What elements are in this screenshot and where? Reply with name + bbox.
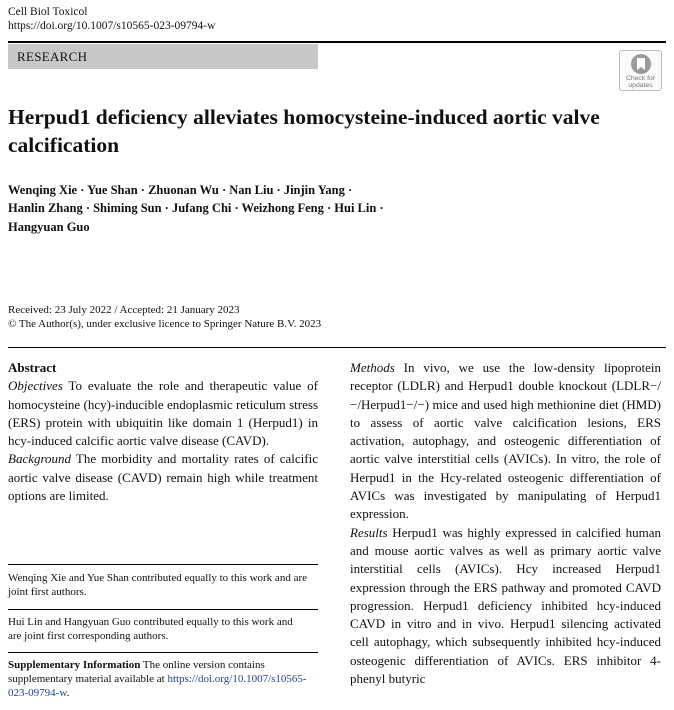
supplementary-text: The online version contains supplementary material available at [8, 659, 265, 686]
received-accepted-dates: Received: 23 July 2022 / Accepted: 21 January 2023 [8, 304, 240, 316]
author-list [8, 181, 508, 236]
abstract-methods [350, 359, 661, 524]
article-title: Herpud1 deficiency alleviates homocysteine-induced aortic valve calcification [8, 105, 600, 157]
abstract-background [8, 450, 318, 505]
check-for-updates-button[interactable] [619, 50, 662, 91]
abstract-objectives [8, 377, 318, 450]
background-text: The morbidity and mortality rates of calcific aortic valve disease (CAVD) remain high while treatment options are limited. [8, 451, 318, 504]
results-text: Herpud1 was highly expressed in calcified human and mouse aortic valves as well as primary aortic valve interstitial cells (AVICs). Hcy increased Herpud1 expression through the ERS pathway and promoted CAVD progression. Herpud1 deficiency inhibited hcy-induced CAVD in vitro and in vivo. Herpud1 silencing activated cell autophagy, which subsequently inhibited hcy-induced osteogenic differentiation of AVICs. ERS inhibitor 4-phenyl butyric [350, 524, 661, 687]
footnote-rule [8, 564, 318, 565]
author-line: Hangyuan Guo [8, 219, 90, 234]
copyright-notice: © The Author(s), under exclusive licence to Springer Nature B.V. 2023 [8, 318, 322, 330]
footnote-rule [8, 609, 318, 610]
objectives-text: To evaluate the role and therapeutic value of homocysteine (hcy)-inducible endoplasmic reticulum stress (ERS) protein with ubiquitin like domain 1 (Herpud1) in hcy-induced calcific aortic valve disease (CAVD). [8, 378, 318, 449]
supplementary-end: . [66, 687, 70, 700]
bookmark-icon [630, 53, 652, 75]
footnote-supplementary-information [8, 658, 308, 701]
section-rule [8, 347, 666, 348]
check-updates-line-2: updates [628, 82, 653, 89]
footnote-rule [8, 652, 318, 653]
background-label: Background [8, 451, 72, 467]
check-updates-line-1: Check for [625, 75, 656, 82]
header-rule [8, 41, 666, 43]
footnote-equal-first-authors: Wenqing Xie and Yue Shan contributed equally to this work and are joint first authors. [8, 572, 307, 599]
supplementary-link[interactable]: https://doi.org/10.1007/s10565-023-09794-w [8, 673, 307, 700]
section-label-text: RESEARCH [17, 48, 88, 64]
footnote-corresponding-authors: Hui Lin and Hangyuan Guo contributed equally to this work and are joint first corresponding authors. [8, 616, 293, 643]
abstract-heading: Abstract [8, 360, 57, 375]
abstract-results [350, 524, 661, 689]
author-line: Hanlin Zhang · Shiming Sun · Jufang Chi · Weizhong Feng · Hui Lin · [8, 201, 384, 216]
author-line: Wenqing Xie · Yue Shan · Zhuonan Wu · Nan Liu · Jinjin Yang · [8, 183, 353, 197]
supplementary-label: Supplementary Information [8, 659, 141, 671]
methods-label: Methods [350, 360, 395, 375]
objectives-label: Objectives [8, 378, 63, 394]
methods-text: In vivo, we use the low-density lipoprotein receptor (LDLR) and Herpud1 double knockout (LDLR−/−/Herpud1−/−) mice and used high methionine diet (HMD) to assess of aortic valve calcification lesions, ERS activation, autophagy, and osteogenic differentiation of aortic valve interstitial cells (AVICs). In vitro, the role of Herpud1 in the Hcy-related osteogenic differentiation of AVICs was investigated by manipulating of Herpud1 expression. [350, 360, 661, 522]
doi-link[interactable]: https://doi.org/10.1007/s10565-023-09794-w [8, 20, 216, 32]
abstract-right-column [350, 359, 661, 688]
journal-name: Cell Biol Toxicol [8, 6, 88, 18]
results-label: Results [350, 524, 388, 540]
abstract-left-column [8, 359, 318, 505]
section-label [8, 44, 318, 69]
